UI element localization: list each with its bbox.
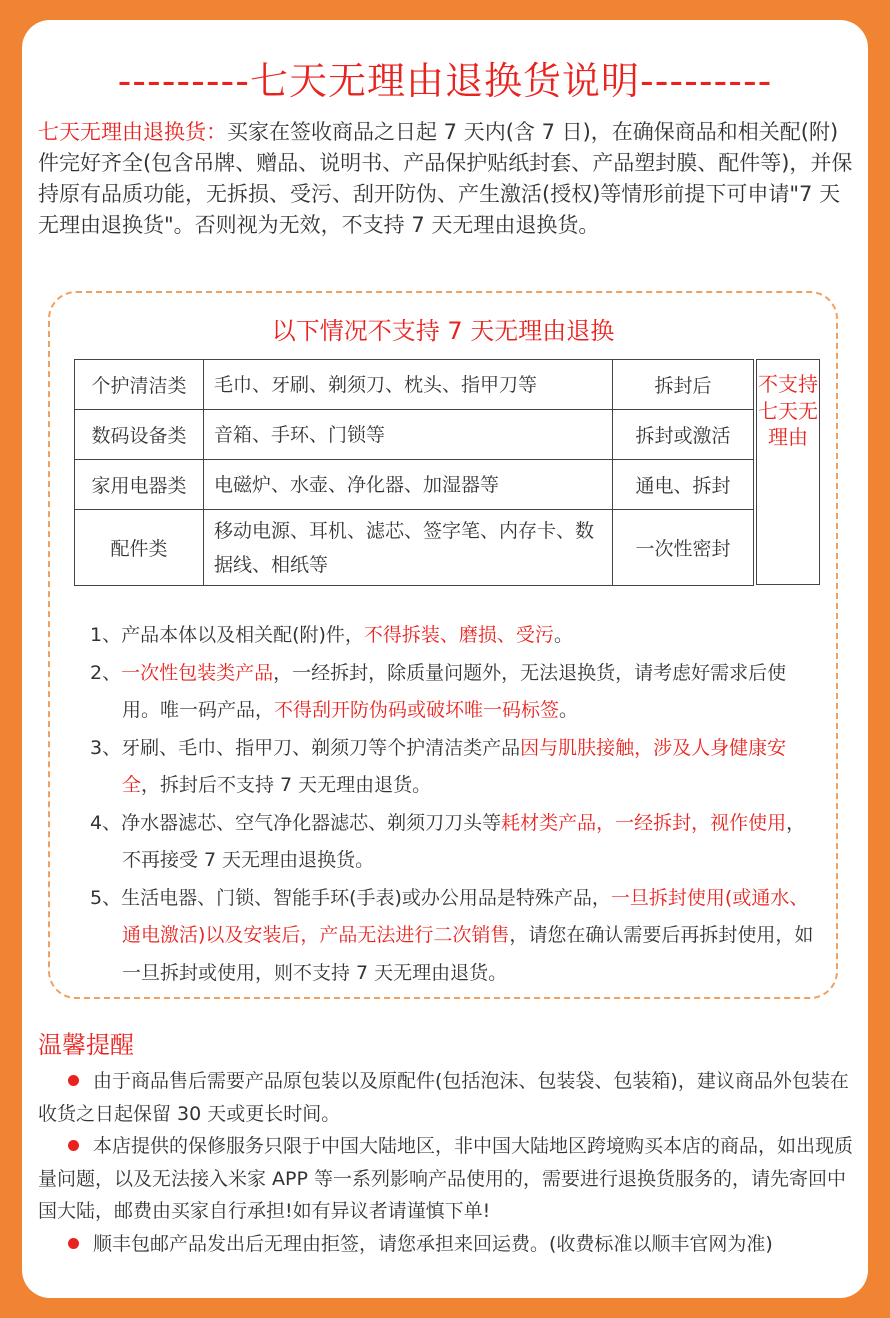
rule-number: 1、 xyxy=(90,624,122,646)
table-row xyxy=(75,510,754,586)
list-item xyxy=(38,1130,854,1228)
list-item xyxy=(38,1228,854,1261)
exclusions-title: 以下情况不支持 7 天无理由退换 xyxy=(271,317,615,345)
rule-highlight: 一旦拆封使用(或通水、通电激活)以及安装后，产品无法进行二次销售 xyxy=(122,886,809,946)
list-item xyxy=(90,730,820,805)
table-row xyxy=(75,360,754,410)
intro-text: 买家在签收商品之日起 7 天内(含 7 日)，在确保商品和相关配(附)件完好齐全(包含吊牌、赠品、说明书、产品保护贴纸封套、产品塑封膜、配件等)，并保持原有品质功能，无拆损、受污、刮开防伪、产生激活(授权)等情形前提下可申请"7 天无理由退换货"。否则视为无效，不支持 7 天无理由退换货。 xyxy=(38,120,853,237)
rule-text: 牙刷、毛巾、指甲刀、剃须刀等个护清洁类产品 xyxy=(121,736,521,759)
category-cell: 数码设备类 xyxy=(75,410,204,460)
table-row xyxy=(75,410,754,460)
bullet-dot-icon xyxy=(68,1238,79,1249)
rule-text: 生活电器、门锁、智能手环(手表)或办公用品是特殊产品， xyxy=(121,886,611,909)
rule-text: ，拆封后不支持 7 天无理由退货。 xyxy=(141,774,432,796)
tip-text: 顺丰包邮产品发出后无理由拒签，请您承担来回运费。(收费标准以顺丰官网为准) xyxy=(93,1232,773,1255)
rule-text: ，一经拆封，除质量问题外，无法退换货，请考虑好需求后使用。唯一码产品， xyxy=(122,661,787,721)
tips-list xyxy=(38,1065,854,1260)
rule-number: 3、 xyxy=(90,736,122,759)
list-item xyxy=(90,880,820,993)
condition-cell: 一次性密封 xyxy=(613,510,754,586)
list-item xyxy=(90,805,820,880)
rule-highlight: 因与肌肤接触，涉及人身健康安全 xyxy=(122,736,787,796)
list-item xyxy=(38,1065,854,1130)
rule-number: 5、 xyxy=(90,886,122,909)
rule-highlight: 耗材类产品，一经拆封，视作使用 xyxy=(501,811,787,834)
rule-text: 。 xyxy=(559,699,579,721)
rule-text: 产品本体以及相关配(附)件， xyxy=(121,624,364,646)
intro-paragraph xyxy=(38,117,854,241)
notice-card xyxy=(22,20,868,1298)
condition-cell: 拆封或激活 xyxy=(613,410,754,460)
not-supported-label: 不支持七天无理由 xyxy=(756,359,820,585)
category-cell: 家用电器类 xyxy=(75,460,204,510)
tip-text: 由于商品售后需要产品原包装以及原配件(包括泡沫、包装袋、包装箱)，建议商品外包装在收货之日起保留 30 天或更长时间。 xyxy=(38,1070,849,1125)
table-row xyxy=(75,460,754,510)
page-title: ---------七天无理由退换货说明--------- xyxy=(117,59,773,103)
tip-text: 本店提供的保修服务只限于中国大陆地区，非中国大陆地区跨境购买本店的商品，如出现质量问题，以及无法接入米家 APP 等一系列影响产品使用的，需要进行退换货服务的，请先寄回中国大陆，邮费由买家自行承担!如有异议者请谨慎下单! xyxy=(38,1135,854,1222)
rule-highlight: 一次性包装类产品 xyxy=(121,661,274,684)
rule-text: ，请您在确认需要后再拆封使用，如一旦拆封或使用，则不支持 7 天无理由退货。 xyxy=(122,924,814,984)
items-cell: 音箱、手环、门锁等 xyxy=(204,410,613,460)
category-cell: 配件类 xyxy=(75,510,204,586)
exclusions-table xyxy=(74,359,754,586)
items-cell: 毛巾、牙刷、剃须刀、枕头、指甲刀等 xyxy=(204,360,613,410)
list-item xyxy=(90,617,820,655)
rule-highlight: 不得刮开防伪码或破坏唯一码标签 xyxy=(274,699,560,721)
intro-label: 七天无理由退换货： xyxy=(38,120,227,144)
rule-text: ，不再接受 7 天无理由退换货。 xyxy=(122,811,806,871)
rule-text: 净水器滤芯、空气净化器滤芯、剃须刀刀头等 xyxy=(121,811,502,834)
condition-cell: 通电、拆封 xyxy=(613,460,754,510)
rules-list xyxy=(90,617,820,992)
tips-title: 温馨提醒 xyxy=(38,1031,134,1059)
rule-highlight: 不得拆装、磨损、受污 xyxy=(363,624,554,646)
bullet-dot-icon xyxy=(68,1140,79,1151)
items-cell: 电磁炉、水壶、净化器、加湿器等 xyxy=(204,460,613,510)
condition-cell: 拆封后 xyxy=(613,360,754,410)
list-item xyxy=(90,655,820,730)
bullet-dot-icon xyxy=(68,1075,79,1086)
rule-number: 2、 xyxy=(90,661,122,684)
exclusions-box xyxy=(48,291,838,999)
rule-number: 4、 xyxy=(90,811,122,834)
items-cell: 移动电源、耳机、滤芯、签字笔、内存卡、数据线、相纸等 xyxy=(204,510,613,586)
category-cell: 个护清洁类 xyxy=(75,360,204,410)
rule-text: 。 xyxy=(553,624,573,646)
